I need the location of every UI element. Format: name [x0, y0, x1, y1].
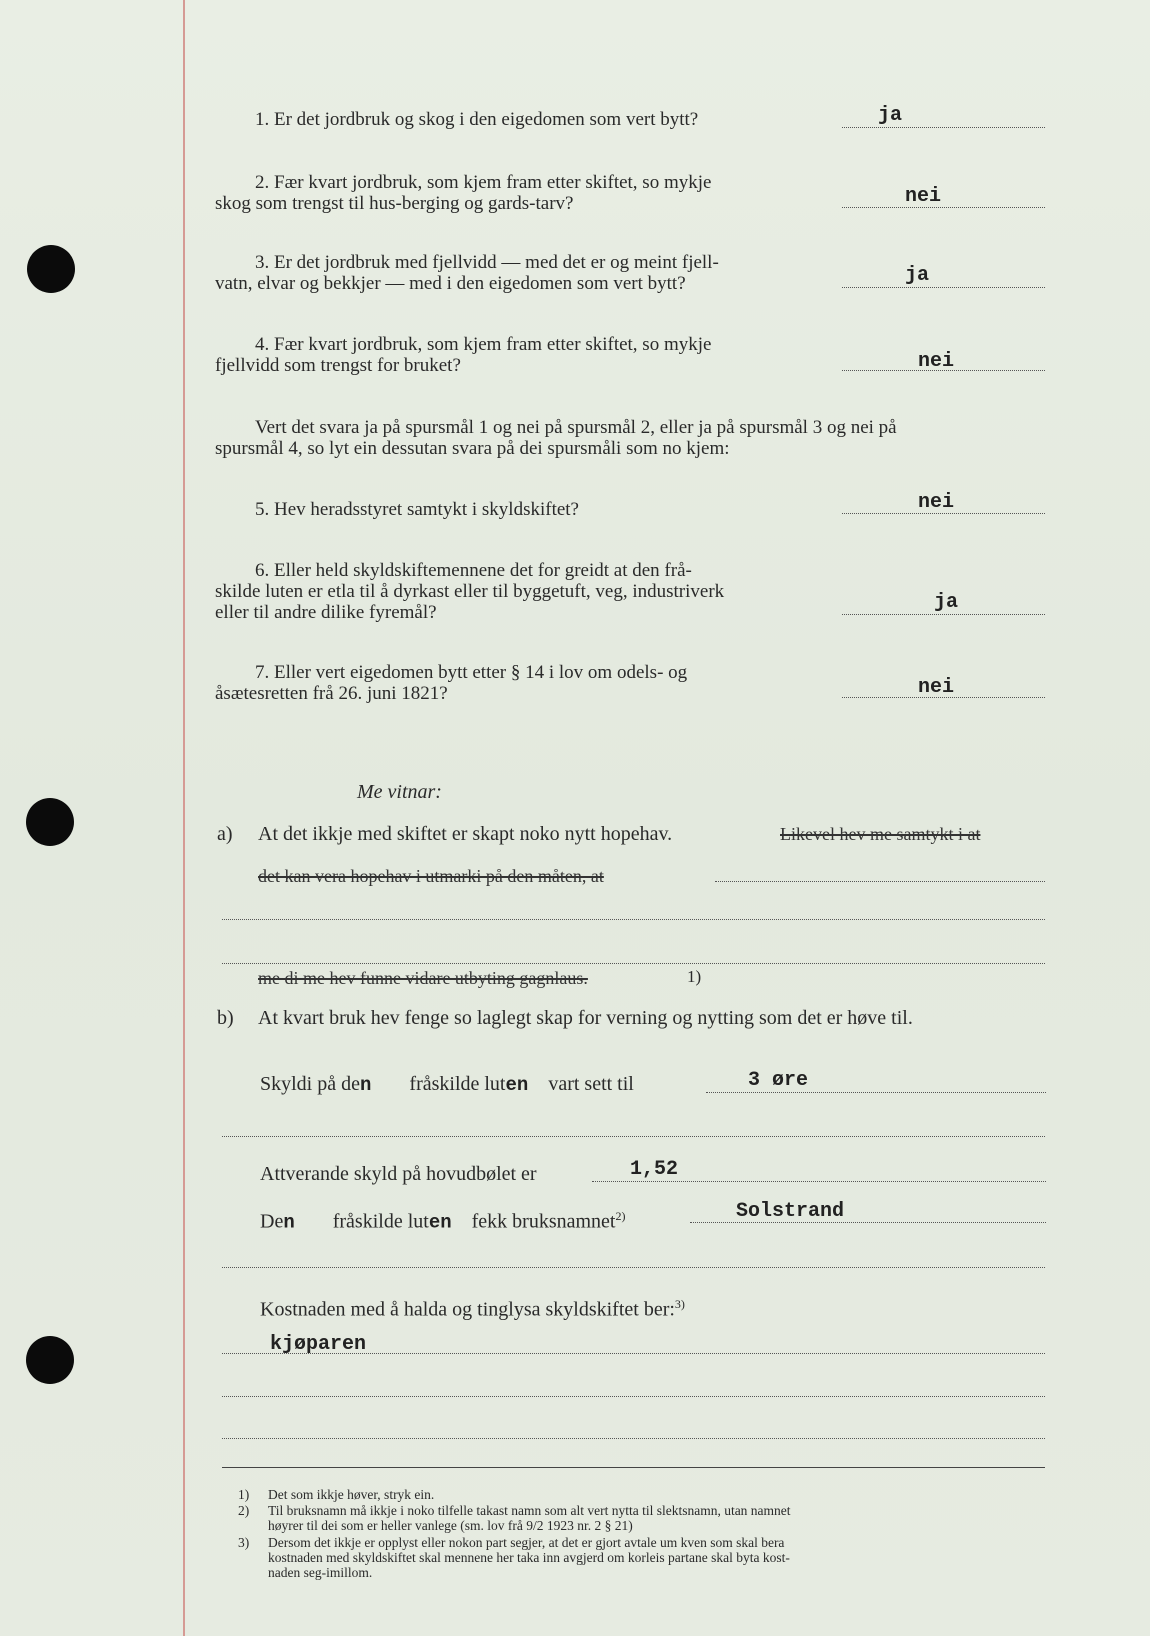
witness-a-struck-3: me di me hev funne vidare utbyting gagnlaus. [258, 968, 588, 988]
footnote-1-mark: 1) [238, 1487, 250, 1502]
skyld-text: vart sett til [548, 1073, 634, 1095]
witness-a-label: a) [217, 823, 233, 845]
skyld-line-1 [260, 1074, 634, 1096]
footnote-line: Til bruksnamn må ikkje i noko tilfelle takast namn som alt vert nytta til slektsnamn, utan namnet [268, 1503, 791, 1518]
answer-line [842, 206, 1045, 208]
question-number: 2. [255, 172, 270, 193]
question-text: åsætesretten frå 26. juni 1821? [215, 683, 448, 704]
blank-line [222, 962, 1045, 964]
answer-6: ja [934, 591, 959, 614]
question-2 [215, 172, 845, 214]
answer-4: nei [918, 350, 955, 373]
witness-b-label: b) [217, 1007, 234, 1029]
witness-b-text: At kvart bruk hev fenge so laglegt skap for verning og nytting som det er høve til. [258, 1007, 913, 1029]
handwritten-suffix: en [428, 1211, 452, 1234]
question-3 [215, 252, 845, 294]
handwritten-suffix: n [283, 1211, 295, 1234]
remaining-label: Attverande skyld på hovudbølet er [260, 1163, 537, 1185]
question-text: Eller vert eigedomen bytt etter § 14 i lov om odels- og [274, 662, 688, 683]
margin-line [183, 0, 185, 1636]
witness-a-struck-1: Likevel hev me samtykt i at [780, 824, 981, 844]
question-text: eller til andre dilike fyremål? [215, 602, 437, 623]
question-1 [255, 109, 698, 130]
question-number: 5. [255, 499, 270, 520]
cost-label [260, 1294, 685, 1321]
footnote-2 [268, 1503, 1053, 1533]
question-text: Fær kvart jordbruk, som kjem fram etter skiftet, so mykje [274, 334, 712, 355]
witness-a-text: At det ikkje med skiftet er skapt noko nytt hopehav. [258, 823, 673, 845]
intro-line: Vert det svara ja på spursmål 1 og nei på spursmål 2, eller ja på spursmål 3 og nei på [255, 417, 897, 438]
handwritten-suffix: n [360, 1074, 372, 1096]
punch-hole [27, 245, 75, 293]
question-text: fjellvidd som trengst for bruket? [215, 355, 461, 376]
footnote-line: Dersom det ikkje er opplyst eller nokon part segjer, at det er gjort avtale um kven som skal bera [268, 1535, 785, 1550]
question-number: 4. [255, 334, 270, 355]
answer-1: ja [878, 104, 903, 127]
question-number: 7. [255, 662, 270, 683]
answer-7: nei [918, 676, 955, 699]
footnote-line: høyrer til dei som er heller vanlege (sm. lov frå 9/2 1923 nr. 2 § 21) [268, 1518, 633, 1533]
cost-value: kjøparen [270, 1333, 367, 1356]
blank-line [222, 1395, 1045, 1397]
answer-2: nei [905, 185, 942, 208]
blank-line [715, 880, 1045, 882]
punch-hole [26, 798, 74, 846]
footnote-3-mark: 3) [238, 1535, 250, 1550]
footnote-ref: 2) [615, 1209, 626, 1223]
witness-heading: Me vitnar: [357, 781, 442, 803]
footnote-ref: 3) [674, 1297, 685, 1311]
question-7 [215, 662, 845, 704]
question-5 [255, 499, 579, 520]
skyld-text: fråskilde lut [409, 1073, 506, 1095]
blank-line [222, 918, 1045, 920]
question-text: skog som trengst til hus-berging og gards-tarv? [215, 193, 574, 214]
skyld-text: fråskilde lut [332, 1210, 429, 1233]
question-4 [215, 334, 845, 376]
footnote-line: naden seg-imillom. [268, 1565, 373, 1580]
intro-paragraph [215, 417, 1050, 459]
question-text: skilde luten er etla til å dyrkast eller til byggetuft, veg, industriverk [215, 581, 725, 602]
cost-text: Kostnaden med å halda og tinglysa skyldskiftet ber: [260, 1298, 675, 1321]
question-number: 1. [255, 109, 270, 130]
question-number: 3. [255, 252, 270, 273]
skyld-text: fekk bruksnamnet [471, 1210, 616, 1233]
name-value: Solstrand [736, 1200, 845, 1223]
question-6 [215, 560, 845, 623]
question-text: Fær kvart jordbruk, som kjem fram etter skiftet, so mykje [274, 172, 712, 193]
footnote-3 [268, 1535, 1053, 1580]
question-text: vatn, elvar og bekkjer — med i den eigedomen som vert bytt? [215, 273, 686, 294]
blank-line [222, 1437, 1045, 1439]
footnote-2-mark: 2) [238, 1503, 250, 1518]
punch-hole [26, 1336, 74, 1384]
question-text: Eller held skyldskiftemennene det for greidt at den frå- [274, 560, 692, 581]
footnote-ref: 1) [687, 967, 702, 986]
question-text: Er det jordbruk med fjellvidd — med det er og meint fjell- [274, 252, 719, 273]
intro-line: spursmål 4, so lyt ein dessutan svara på dei spursmåli som no kjem: [215, 438, 730, 459]
skyld-text: Skyldi på de [260, 1073, 360, 1095]
name-line [260, 1206, 626, 1234]
skyld-value: 3 øre [748, 1069, 809, 1092]
answer-3: ja [905, 264, 930, 287]
footnote-divider [222, 1467, 1045, 1468]
skyld-text: De [260, 1210, 284, 1233]
question-number: 6. [255, 560, 270, 581]
blank-line [222, 1266, 1045, 1268]
question-text: Hev heradsstyret samtykt i skyldskiftet? [274, 499, 579, 520]
handwritten-suffix: en [505, 1074, 529, 1096]
answer-5: nei [918, 491, 955, 514]
footnote-line: kostnaden med skyldskiftet skal mennene her taka inn avgjerd om korleis partane skal byta kost- [268, 1550, 790, 1565]
question-text: Er det jordbruk og skog i den eigedomen som vert bytt? [274, 109, 699, 130]
blank-line [222, 1135, 1045, 1137]
footnote-1: Det som ikkje høver, stryk ein. [268, 1487, 435, 1502]
remaining-value: 1,52 [630, 1158, 679, 1181]
witness-a-struck-2: det kan vera hopehav i utmarki på den måten, at [258, 866, 604, 886]
answer-line [842, 126, 1045, 128]
answer-line [842, 286, 1045, 288]
